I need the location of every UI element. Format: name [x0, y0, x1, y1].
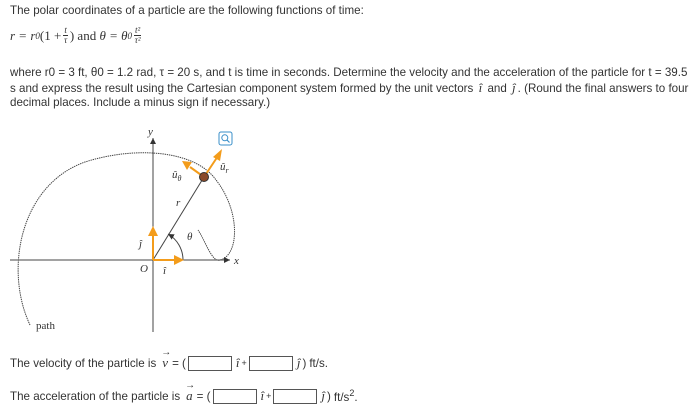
particle-dot [200, 173, 209, 182]
velocity-units: ft/s. [309, 356, 328, 370]
velocity-equals-open: = ( [172, 356, 186, 370]
velocity-close: ) [302, 356, 307, 370]
eq-r-sub: 0 [35, 30, 40, 41]
label-j-hat: ĵ [139, 238, 143, 250]
eq-r-mid: (1 + [39, 27, 62, 43]
acceleration-units: $ft/s^2$. [333, 388, 358, 404]
eq-r-close: ) [69, 27, 75, 43]
acceleration-unit-i: î [260, 388, 265, 403]
eq-and: and [74, 27, 100, 43]
acceleration-vector-symbol: → a [185, 380, 196, 403]
round-text: . (Round the final answers to four decimal places. Include a minus sign if necessary.) [10, 81, 689, 109]
acceleration-equals-open: = ( [196, 389, 211, 403]
eq-frac-2-den: τ² [134, 35, 141, 45]
label-y: y [148, 126, 153, 138]
eq-r-lhs: r = r [10, 27, 36, 43]
eq-frac-1-num: t [64, 25, 67, 35]
zoom-in-icon[interactable] [219, 132, 232, 145]
label-r: r [176, 197, 181, 209]
velocity-unit-j: ĵ [296, 355, 301, 370]
eq-frac-2 [134, 26, 141, 45]
label-theta: θ [187, 231, 193, 243]
label-i-hat: î [163, 265, 167, 277]
velocity-i-input[interactable] [188, 356, 232, 371]
polar-figure [0, 120, 260, 340]
vector-arrow-icon: → [185, 380, 196, 391]
eq-frac-1 [63, 26, 68, 45]
label-u-r: $û_r$ [220, 161, 229, 175]
label-path: path [36, 320, 55, 332]
ur-unit-arrowhead [213, 149, 222, 161]
equation-line [10, 26, 143, 45]
unit-vector-j: ĵ [512, 79, 516, 95]
acceleration-answer-row [10, 380, 358, 404]
eq-frac-2-num: t² [135, 25, 141, 35]
eq-theta-lhs: θ = θ [99, 27, 128, 43]
velocity-prefix: The velocity of the particle is [10, 356, 157, 370]
and-word: and [487, 81, 507, 95]
vector-arrow-icon: → [161, 347, 172, 358]
unit-vector-i: î [478, 79, 483, 95]
eq-theta-sub: 0 [127, 30, 132, 41]
label-u-theta: $û_\theta$ [172, 169, 182, 183]
utheta-unit-arrowhead [182, 161, 192, 170]
acceleration-prefix: The acceleration of the particle is [10, 389, 181, 403]
acceleration-i-input[interactable] [213, 389, 257, 404]
velocity-j-input[interactable] [249, 356, 293, 371]
problem-where-text: where r0 = 3 ft, θ0 = 1.2 rad, τ = 20 s, and t is time in seconds. Determine the velocity and the acceleration of the particle for t = 39.5 s and express the result using the Cartesian component system formed by the unit vectors [10, 66, 688, 95]
acceleration-unit-j: ĵ [321, 388, 326, 403]
velocity-plus: + [241, 358, 247, 368]
label-x: x [234, 255, 239, 267]
eq-frac-1-den: τ [63, 35, 68, 45]
acceleration-j-input[interactable] [273, 389, 317, 404]
radius-line [153, 177, 204, 260]
acceleration-plus: + [266, 391, 272, 401]
velocity-answer-row [10, 347, 328, 371]
problem-statement [10, 66, 695, 111]
label-origin: O [140, 263, 148, 275]
j-unit-arrowhead [148, 226, 158, 236]
acceleration-close: ) [327, 389, 331, 403]
velocity-unit-i: î [235, 355, 240, 370]
velocity-vector-symbol: → v [161, 347, 172, 370]
problem-intro: The polar coordinates of a particle are the following functions of time: [10, 4, 364, 17]
